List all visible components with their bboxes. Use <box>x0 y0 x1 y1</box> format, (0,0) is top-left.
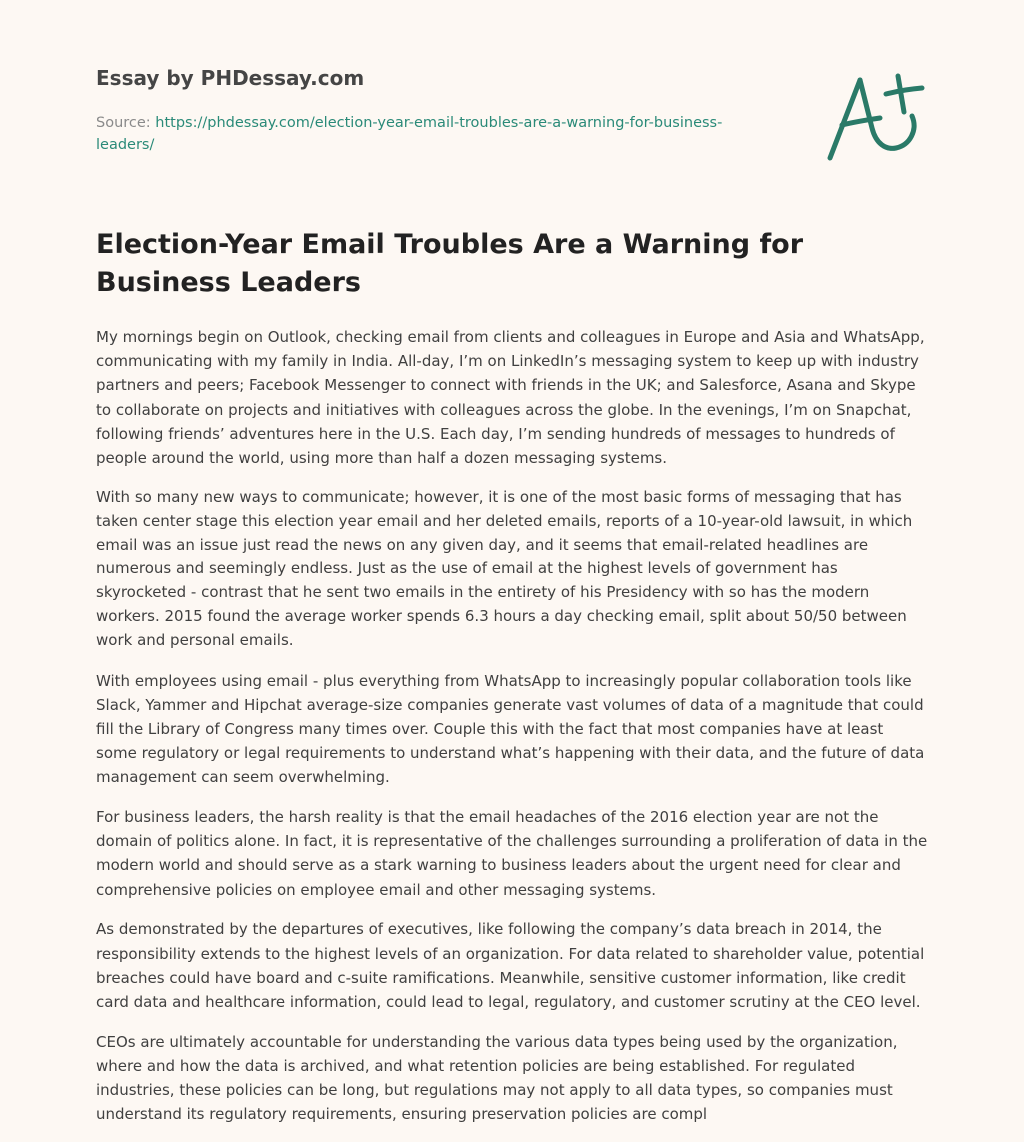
article-title: Election-Year Email Troubles Are a Warning for Business Leaders <box>96 229 804 298</box>
paragraph: With so many new ways to communicate; however, it is one of the most basic forms of messaging that has taken center stage this election year email and her deleted emails, reports of a 10-year-old lawsuit, in which email was an issue just read the news on any given day, and it seems that email-related headlines are numerous and seemingly endless. Just as the use of email at the highest levels of government has skyrocketed - contrast that he sent two emails in the entirety of his Presidency with so has the modern workers. 2015 found the average worker spends 6.3 hours a day checking email, split about 50/50 between work and personal emails. <box>96 487 913 650</box>
source-link[interactable]: https://phdessay.com/election-year-email-troubles-are-a-warning-for-business-leaders/ <box>96 115 723 153</box>
paragraph: As demonstrated by the departures of executives, like following the company’s data breach in 2014, the responsibility extends to the highest levels of an organization. For data related to shareholder value, potential breaches could have board and c-suite ramifications. Meanwhile, sensitive customer information, like credit card data and healthcare information, could lead to legal, regulatory, and customer scrutiny at the CEO level. <box>96 920 925 1011</box>
paragraph: With employees using email - plus everything from WhatsApp to increasingly popular collaboration tools like Slack, Yammer and Hipchat average-size companies generate vast volumes of data of a magnitude that could fill the Library of Congress many times over. Couple this with the fact that most companies have at least some regulatory or legal requirements to understand what’s happening with their data, and the future of data management can seem overwhelming. <box>96 671 925 787</box>
source-line <box>96 112 776 156</box>
source-label: Source: <box>96 115 151 131</box>
site-brand: Essay by PHDessay.com <box>96 66 365 90</box>
paragraph: For business leaders, the harsh reality is that the email headaches of the 2016 election year are not the domain of politics alone. In fact, it is representative of the challenges surrounding a proliferation of data in the modern world and should serve as a stark warning to business leaders about the urgent need for clear and comprehensive policies on employee email and other messaging systems. <box>96 808 928 899</box>
paragraph: My mornings begin on Outlook, checking email from clients and colleagues in Europe and Asia and WhatsApp, communicating with my family in India. All-day, I’m on LinkedIn’s messaging system to keep up with industry partners and peers; Facebook Messenger to connect with friends in the UK; and Salesforce, Asana and Skype to collaborate on projects and initiatives with colleagues across the globe. In the evenings, I’m on Snapchat, following friends’ adventures here in the U.S. Each day, I’m sending hundreds of messages to hundreds of people around the world, using more than half a dozen messaging systems. <box>96 328 925 468</box>
article-body <box>96 325 928 1142</box>
a-plus-logo-icon <box>820 70 930 165</box>
paragraph: CEOs are ultimately accountable for understanding the various data types being used by the organization, where and how the data is archived, and what retention policies are being established. For regulated industries, these policies can be long, but regulations may not apply to all data types, so companies must understand its regulatory requirements, ensuring preservation policies are compl <box>96 1032 898 1124</box>
